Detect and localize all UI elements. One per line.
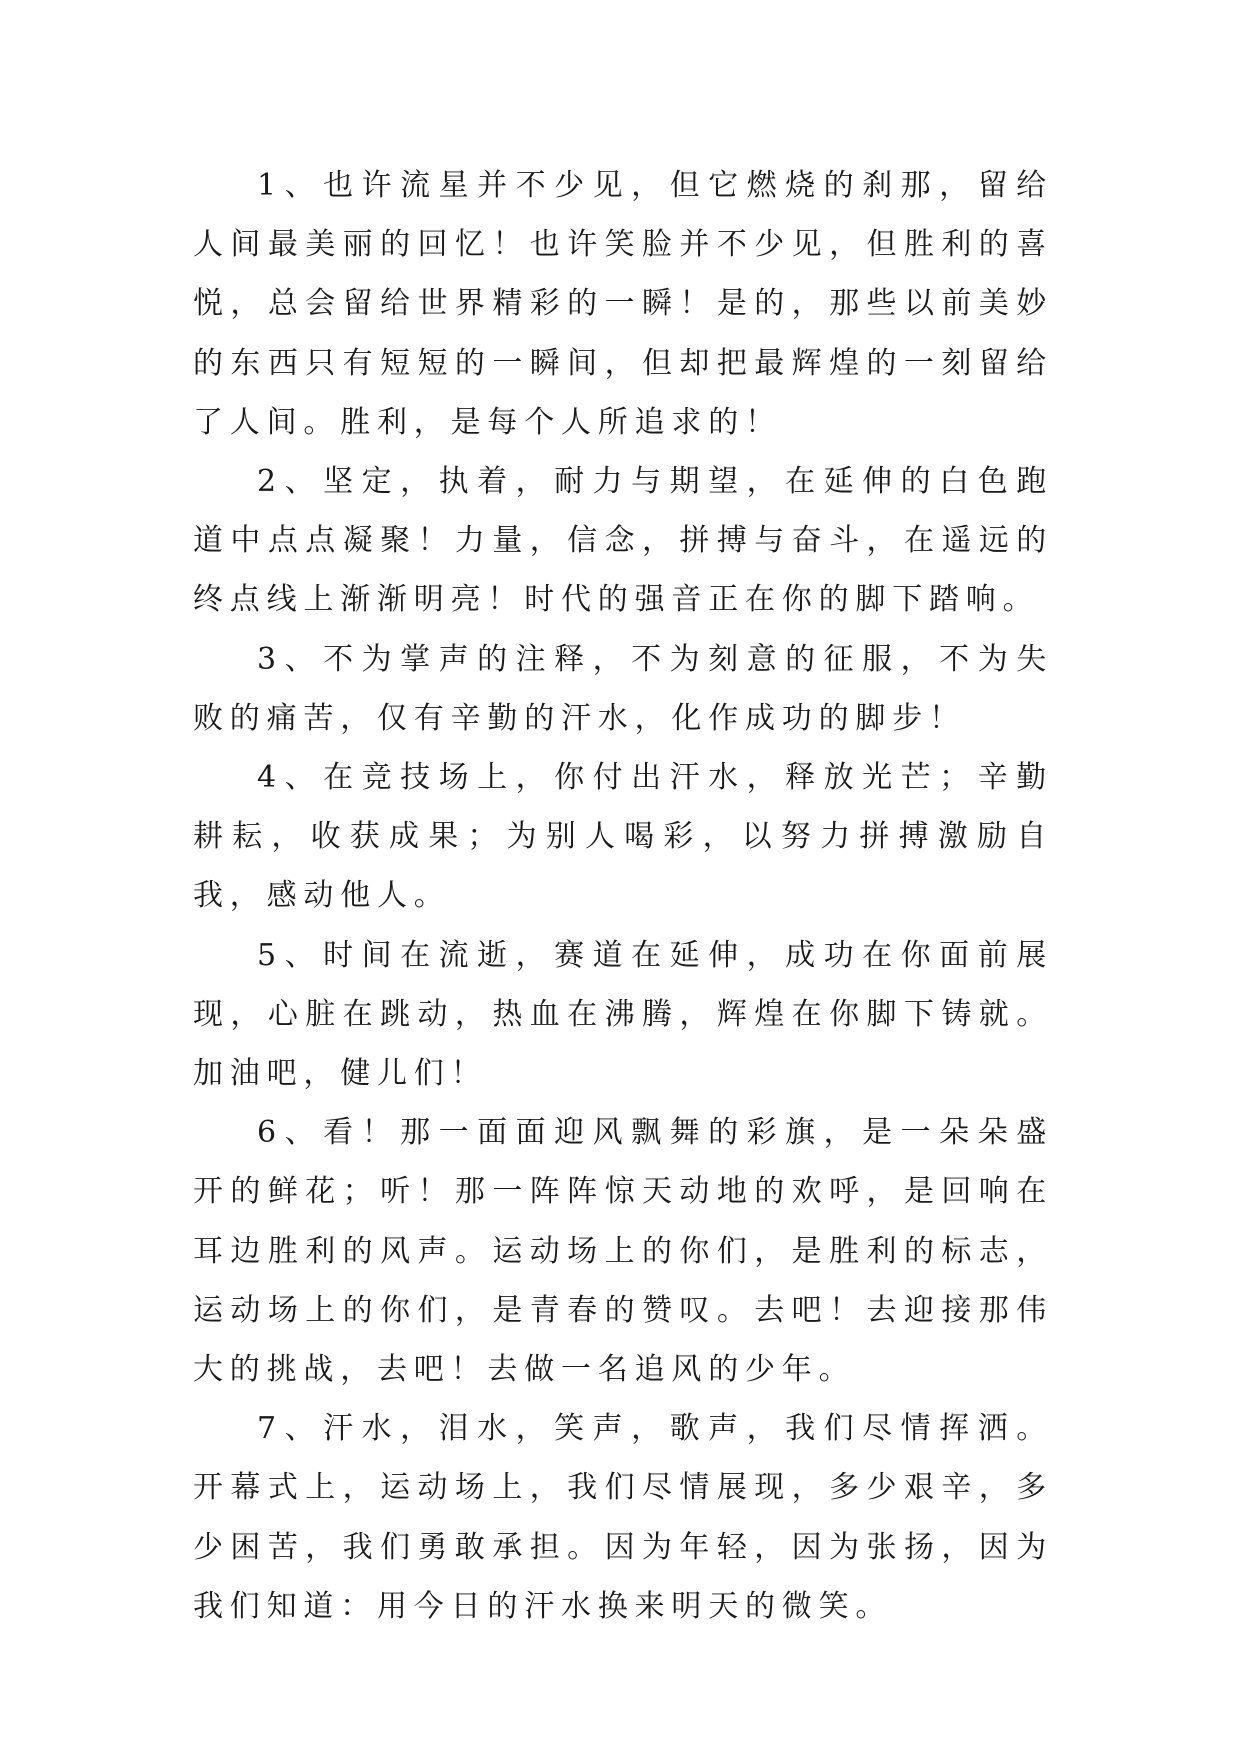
document-body xyxy=(193,156,1053,1636)
paragraph-7: 7、汗水，泪水，笑声，歌声，我们尽情挥洒。开幕式上，运动场上，我们尽情展现，多少艰辛，多少困苦，我们勇敢承担。因为年轻，因为张扬，因为我们知道：用今日的汗水换来明天的微笑。 xyxy=(193,1411,1053,1624)
paragraph-3: 3、不为掌声的注释，不为刻意的征服，不为失败的痛苦，仅有辛勤的汗水，化作成功的脚步！ xyxy=(193,641,1053,736)
paragraph-6: 6、看！那一面面迎风飘舞的彩旗，是一朵朵盛开的鲜花；听！那一阵阵惊天动地的欢呼，是回响在耳边胜利的风声。运动场上的你们，是胜利的标志，运动场上的你们，是青春的赞叹。去吧！去迎接那伟大的挑战，去吧！去做一名追风的少年。 xyxy=(193,1115,1053,1388)
paragraph-5: 5、时间在流逝，赛道在延伸，成功在你面前展现，心脏在跳动，热血在沸腾，辉煌在你脚下铸就。加油吧，健儿们！ xyxy=(193,937,1053,1092)
paragraph-2: 2、坚定，执着，耐力与期望，在延伸的白色跑道中点点凝聚！力量，信念，拼搏与奋斗，在遥远的终点线上渐渐明亮！时代的强音正在你的脚下踏响。 xyxy=(193,464,1053,618)
paragraph-1: 1、也许流星并不少见，但它燃烧的刹那，留给人间最美丽的回忆！也许笑脸并不少见，但胜利的喜悦，总会留给世界精彩的一瞬！是的，那些以前美妙的东西只有短短的一瞬间，但却把最辉煌的一刻留给了人间。胜利，是每个人所追求的！ xyxy=(193,168,1053,440)
paragraph-4: 4、在竞技场上，你付出汗水，释放光芒；辛勤耕耘，收获成果；为别人喝彩，以努力拼搏激励自我，感动他人。 xyxy=(193,760,1053,914)
